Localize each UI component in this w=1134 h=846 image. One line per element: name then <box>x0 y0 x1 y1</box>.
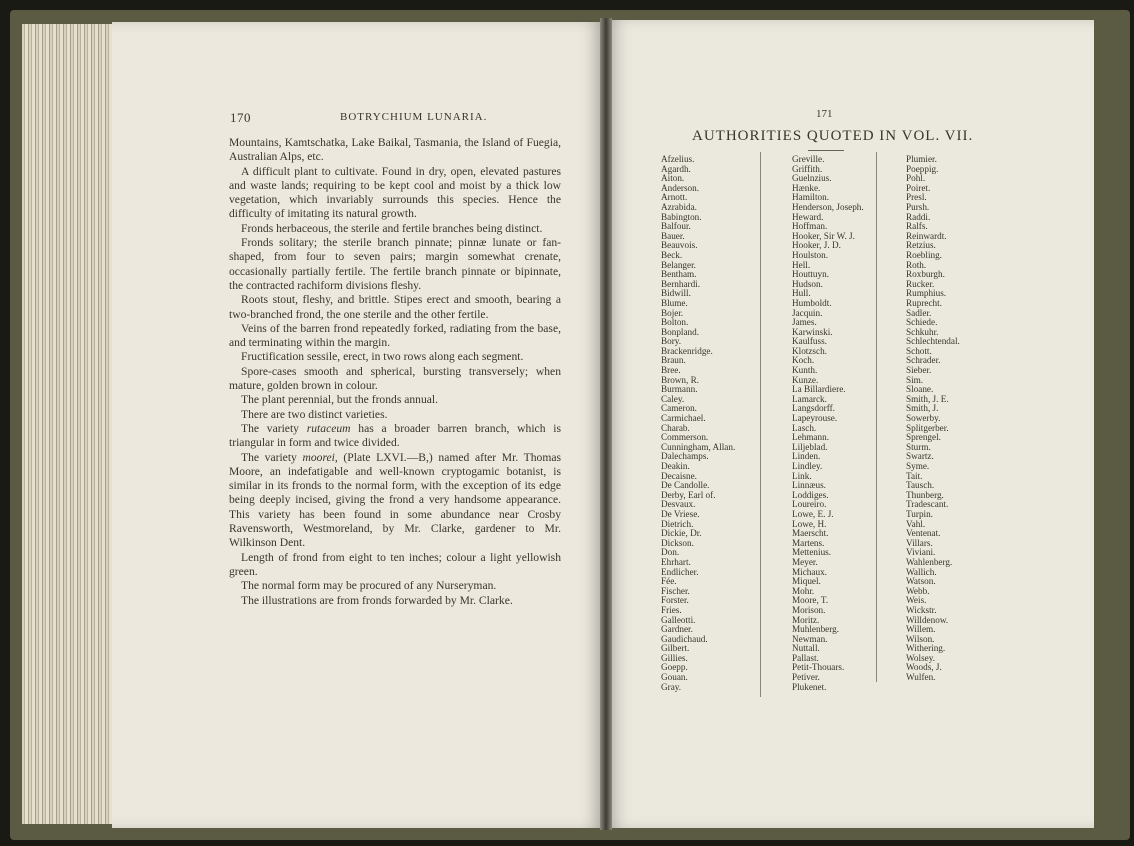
authority-name: Plumier. <box>906 154 937 164</box>
authority-name: Roebling. <box>906 249 942 260</box>
authority-name: Roth. <box>906 259 927 270</box>
authority-name: Schrader. <box>906 355 941 366</box>
authority-name: Balfour. <box>661 221 691 232</box>
authority-name: Lowe, H. <box>792 518 827 529</box>
authority-name: Hudson. <box>792 278 823 289</box>
authority-name: Turpin. <box>906 508 933 519</box>
authority-name: Cameron. <box>661 403 697 414</box>
authority-name: Fries. <box>661 604 682 615</box>
paragraph: The plant perennial, but the fronds annual. <box>241 393 439 407</box>
authority-name: Sieber. <box>906 365 932 376</box>
authority-name: Dietrich. <box>661 518 694 529</box>
authority-name: Endlicher. <box>661 566 699 577</box>
text-run: , (Plate LXVI.—B,) named after Mr. Thomas Moore, an indefatigable and well-known cryptogamic botanist, is similar in its fronds to the normal form, with the exception of its edge being deeply incised, giving the frond a very handsome appearance. This variety has been found in some abundance near Crosby Ravensworth, Westmoreland, by Mr. Clarke, gardener to Mr. Wilkinson Dent. <box>229 450 562 550</box>
authority-name: Brown, R. <box>661 374 700 385</box>
authority-name: Meyer. <box>792 556 818 567</box>
authority-name: Rumphius. <box>906 288 947 299</box>
variety-name: moorei <box>302 450 335 464</box>
variety-rutaceum-paragraph <box>229 422 561 451</box>
authority-name: Deakin. <box>661 461 690 471</box>
authority-name: Gaudichaud. <box>661 633 708 644</box>
authority-name: Woods, J. <box>906 662 942 673</box>
authority-name: Bauer. <box>661 230 685 241</box>
authority-name: Kunze. <box>792 374 819 385</box>
authority-name: Arnott. <box>661 192 688 203</box>
authority-name: Viviani. <box>906 547 936 558</box>
authority-name: Miquel. <box>792 576 821 587</box>
authority-name: Derby, Earl of. <box>661 489 716 500</box>
authority-name: Hænke. <box>792 182 821 193</box>
authority-name: Nuttall. <box>792 643 820 654</box>
authority-name: Burmann. <box>661 384 698 395</box>
column-divider <box>760 152 761 697</box>
authority-name: Wallich. <box>906 566 937 577</box>
authority-name: Ralfs. <box>906 221 928 232</box>
paragraph: Roots stout, fleshy, and brittle. Stipes erect and smooth, bearing a two-branched frond, the one sterile and the other fertile. <box>229 293 561 321</box>
paragraph: There are two distinct varieties. <box>241 407 388 421</box>
authority-name: Loureiro. <box>792 499 827 510</box>
authority-name: Liljeblad. <box>792 441 828 452</box>
authority-name: Hell. <box>792 259 811 270</box>
paragraph: A difficult plant to cultivate. Found in dry, open, elevated pastures and waste lands; requiring to be kept cool and moist by a thick low vegetation, which invariably surrounds this species. Hence the difficulty of imitating its natural growth. <box>229 164 561 221</box>
authority-name: Forster. <box>661 595 689 606</box>
authority-name: Maerscht. <box>792 528 829 539</box>
authority-name: Lamarck. <box>792 393 827 404</box>
authority-name: Linnæus. <box>792 480 826 491</box>
authority-name: Moore, T. <box>792 595 829 606</box>
authority-name: Humboldt. <box>792 297 832 308</box>
authority-name: Newman. <box>792 633 828 644</box>
variety-moorei-paragraph <box>229 451 561 551</box>
authority-name: Dickie, Dr. <box>661 528 702 539</box>
authority-name: Thunberg. <box>906 489 944 500</box>
authority-name: Sowerby. <box>906 413 941 424</box>
authorities-heading: AUTHORITIES QUOTED IN VOL. VII. <box>692 128 974 144</box>
authority-name: Poiret. <box>906 182 931 193</box>
authority-name: Wilson. <box>906 633 935 644</box>
authority-name: Hull. <box>792 288 811 299</box>
authority-name: Villars. <box>906 537 933 548</box>
authority-name: Tradescant. <box>906 499 949 510</box>
authority-name: Guelnzius. <box>792 173 832 184</box>
paragraph: Fronds solitary; the sterile branch pinnate; pinnæ lunate or fan-shaped, from four to seven pairs; margin somewhat crenate, occasionally partially fertile. The fertile branch pinnate or bipinnate, the contracted rachiform divisions fleshy. <box>229 236 561 292</box>
authority-name: Dickson. <box>661 537 694 548</box>
authority-name: Bidwill. <box>661 288 691 299</box>
authority-name: Gray. <box>661 681 682 692</box>
authority-name: Mohr. <box>792 585 815 596</box>
authority-name: Martens. <box>792 537 825 548</box>
authority-name: Webb. <box>906 585 930 596</box>
authority-name: Houttuyn. <box>792 269 830 280</box>
authority-name: Bory. <box>661 336 682 347</box>
paragraph: Fronds herbaceous, the sterile and fertile branches being distinct. <box>241 221 543 235</box>
authority-name: Willdenow. <box>906 614 949 625</box>
authority-name: Tait. <box>906 470 923 481</box>
authority-name: Lindley. <box>792 461 823 471</box>
authority-name: Caley. <box>661 393 685 404</box>
authority-name: Smith, J. E. <box>906 393 949 404</box>
authority-name: Sturm. <box>906 441 931 452</box>
authority-name: Ruprecht. <box>906 297 942 308</box>
authority-name: Anderson. <box>661 182 700 193</box>
authority-name: Don. <box>661 547 680 558</box>
authority-name: Afzelius. <box>661 154 695 164</box>
running-head <box>230 111 590 127</box>
authority-name: Withering. <box>906 643 946 654</box>
authority-name: Gardner. <box>661 624 693 635</box>
authority-name: Vahl. <box>906 518 926 529</box>
authority-name: Reinwardt. <box>906 230 947 241</box>
authority-name: Fischer. <box>661 585 690 596</box>
authority-name: Houlston. <box>792 249 828 260</box>
authority-name: Dalechamps. <box>661 451 709 462</box>
authority-name: Rucker. <box>906 278 935 289</box>
authority-name: Tausch. <box>906 480 935 491</box>
authority-name: Bree. <box>661 365 681 376</box>
authority-name: De Candolle. <box>661 480 710 491</box>
authority-name: Raddi. <box>906 211 931 222</box>
authority-name: Hoffman. <box>792 221 828 232</box>
authority-name: Morison. <box>792 604 826 615</box>
authority-name: Commerson. <box>661 432 709 443</box>
authority-name: Link. <box>792 470 812 481</box>
authority-name: Desvaux. <box>661 499 696 510</box>
authority-name: Beauvois. <box>661 240 698 251</box>
authority-name: Cunningham, Allan. <box>661 441 736 452</box>
authority-name: Presl. <box>906 192 927 203</box>
authority-name: Kaulfuss. <box>792 336 827 347</box>
authority-name: Muhlenberg. <box>792 624 840 635</box>
authority-name: Bonpland. <box>661 326 700 337</box>
authority-name: Pallast. <box>792 652 819 663</box>
authority-name: Wickstr. <box>906 604 937 615</box>
running-title: BOTRYCHIUM LUNARIA. <box>340 111 488 123</box>
authority-name: Galleotti. <box>661 614 696 625</box>
authority-name: Schott. <box>906 345 932 356</box>
authority-name: James. <box>792 317 817 328</box>
authority-name: Sprengel. <box>906 432 941 443</box>
authority-name: Roxburgh. <box>906 269 945 280</box>
authority-name: Willem. <box>906 624 936 635</box>
authority-name: Swartz. <box>906 451 934 462</box>
authority-name: Plukenet. <box>792 681 827 692</box>
column-divider <box>876 152 877 682</box>
authority-name: Koch. <box>792 355 815 366</box>
authorities-column-2 <box>792 155 864 692</box>
authority-name: Linden. <box>792 451 821 462</box>
paragraph: The illustrations are from fronds forwarded by Mr. Clarke. <box>241 593 513 607</box>
authority-name: Azrabida. <box>661 201 697 212</box>
authority-name: Schiede. <box>906 317 938 328</box>
authority-name: Fée. <box>661 576 677 587</box>
authority-name: Moritz. <box>792 614 820 625</box>
authority-name: Mettenius. <box>792 547 832 558</box>
paragraph: Fructification sessile, erect, in two rows along each segment. <box>241 350 524 364</box>
left-body-text <box>229 136 561 608</box>
authority-name: Babington. <box>661 211 702 222</box>
authority-name: Gilbert. <box>661 643 690 654</box>
authority-name: Carmichael. <box>661 413 706 424</box>
paragraph: Veins of the barren frond repeatedly forked, radiating from the base, and terminating within the margin. <box>229 321 561 350</box>
authority-name: Pohl. <box>906 173 926 184</box>
authority-name: Decaisne. <box>661 470 697 481</box>
authority-name: Wahlenberg. <box>906 556 953 567</box>
authority-name: Bernhardi. <box>661 278 701 289</box>
authority-name: Bentham. <box>661 269 697 280</box>
authority-name: Watson. <box>906 576 936 587</box>
authority-name: Kunth. <box>792 365 818 376</box>
authority-name: Wulfen. <box>906 672 936 683</box>
text-run: The variety <box>241 421 307 435</box>
authority-name: Petiver. <box>792 672 820 683</box>
authority-name: Schlechtendal. <box>906 336 960 347</box>
authority-name: Wolsey. <box>906 652 936 663</box>
authority-name: Smith, J. <box>906 403 939 414</box>
authority-name: Syme. <box>906 461 930 471</box>
authority-name: Michaux. <box>792 566 827 577</box>
authority-name: Greville. <box>792 154 825 164</box>
left-page-number: 170 <box>230 110 251 125</box>
authority-name: Ehrhart. <box>661 556 691 567</box>
paragraph: The normal form may be procured of any Nurseryman. <box>241 579 497 593</box>
authority-name: Lasch. <box>792 422 817 433</box>
authority-name: Brackenridge. <box>661 345 713 356</box>
right-page-number: 171 <box>816 108 833 120</box>
authority-name: Gouan. <box>661 672 688 683</box>
authority-name: Henderson, Joseph. <box>792 201 864 212</box>
authority-name: Hooker, J. D. <box>792 240 841 251</box>
authority-name: Sim. <box>906 374 924 385</box>
authority-name: Lapeyrouse. <box>792 413 838 424</box>
authority-name: Bojer. <box>661 307 684 318</box>
authority-name: Sadler. <box>906 307 932 318</box>
authority-name: Loddiges. <box>792 489 829 500</box>
authority-name: Ventenat. <box>906 528 941 539</box>
heading-rule <box>808 150 844 151</box>
authority-name: Hamilton. <box>792 192 830 203</box>
authority-name: Beck. <box>661 249 683 260</box>
authority-name: Charab. <box>661 422 690 433</box>
paragraph: Length of frond from eight to ten inches; colour a light yellowish green. <box>229 550 561 578</box>
variety-name: rutaceum <box>306 421 351 435</box>
text-run: The variety <box>241 450 303 464</box>
paragraph: Mountains, Kamtschatka, Lake Baikal, Tasmania, the Island of Fuegia, Australian Alps, etc. <box>229 136 561 164</box>
authority-name: Braun. <box>661 355 686 366</box>
authority-name: Petit-Thouars. <box>792 662 845 673</box>
authority-name: Splitgerber. <box>906 422 949 433</box>
authority-name: Lehmann. <box>792 432 829 443</box>
authority-name: Belanger. <box>661 259 696 270</box>
authority-name: Jacquin. <box>792 307 823 318</box>
authority-name: Karwinski. <box>792 326 833 337</box>
book-gutter <box>600 18 612 830</box>
authority-name: Aiton. <box>661 173 685 184</box>
authority-name: Weis. <box>906 595 927 606</box>
authority-name: Bolton. <box>661 317 689 328</box>
text-run: has a broader barren branch, which is triangular in form and twice divided. <box>229 421 561 450</box>
authority-name: Gillies. <box>661 652 688 663</box>
authority-name: Poeppig. <box>906 163 939 174</box>
authority-name: Schkuhr. <box>906 326 939 337</box>
authority-name: Klotzsch. <box>792 345 827 356</box>
authority-name: Retzius. <box>906 240 936 251</box>
authority-name: Blume. <box>661 297 688 308</box>
authority-name: Sloane. <box>906 384 934 395</box>
authority-name: Goepp. <box>661 662 688 673</box>
authority-name: Lowe, E. J. <box>792 508 834 519</box>
authority-name: Griffith. <box>792 163 823 174</box>
authorities-column-3 <box>906 155 960 683</box>
paragraph: Spore-cases smooth and spherical, bursting transversely; when mature, golden brown in colour. <box>229 364 561 393</box>
authority-name: Langsdorff. <box>792 403 835 414</box>
authority-name: Pursh. <box>906 201 930 212</box>
authority-name: Agardh. <box>661 163 691 174</box>
authority-name: La Billardiere. <box>792 384 846 395</box>
authority-name: Heward. <box>792 211 824 222</box>
authorities-column-1 <box>661 155 735 692</box>
authority-name: Hooker, Sir W. J. <box>792 230 855 241</box>
page-edges <box>22 24 122 824</box>
authority-name: De Vriese. <box>661 508 700 519</box>
